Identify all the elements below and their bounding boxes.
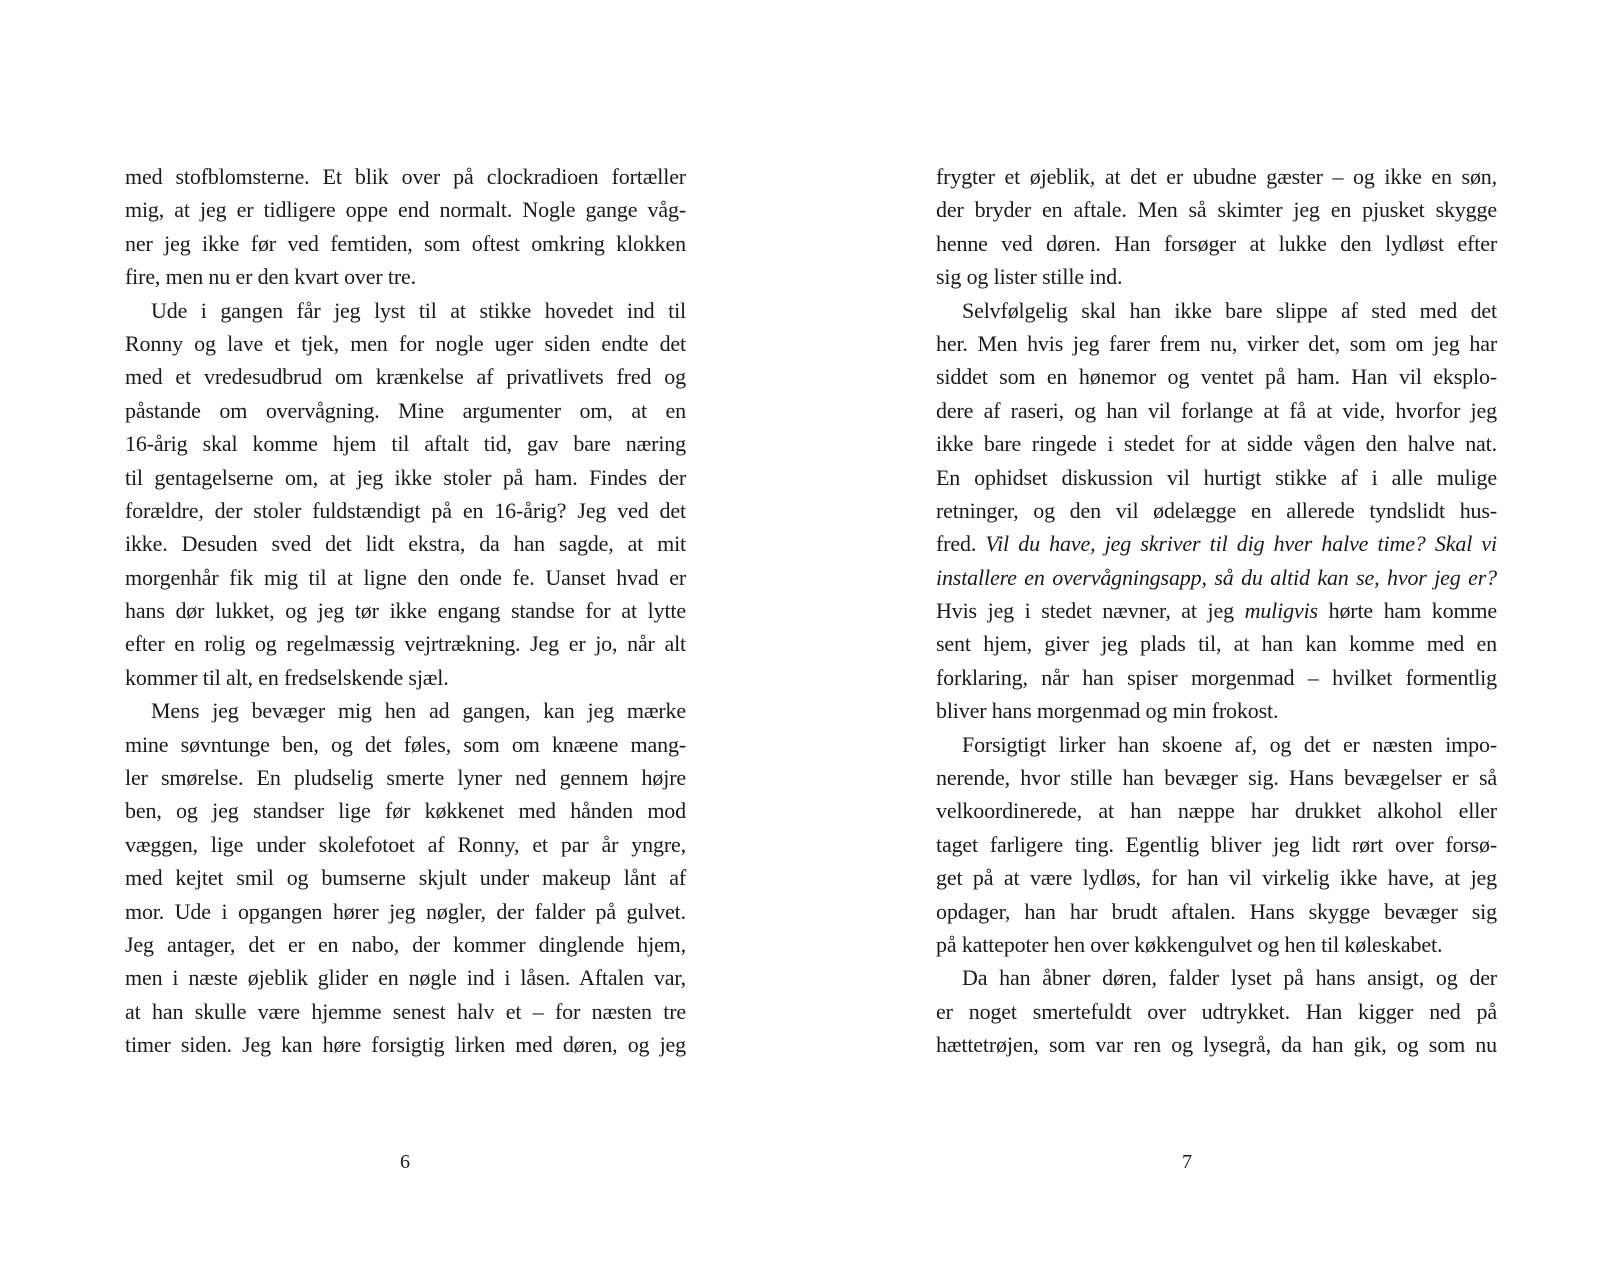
text-line: ikke bare ringede i stedet for at sidde vågen den halve nat.: [936, 431, 1497, 457]
text-line: mine søvntunge ben, og det føles, som om knæene mang-: [125, 731, 686, 757]
text-line: bliver hans morgenmad og min frokost.: [936, 698, 1279, 724]
text-line: taget farligere ting. Egentlig bliver jeg lidt rørt over forsø-: [936, 831, 1497, 857]
text-run: hørte ham komme: [1317, 598, 1497, 624]
italic-text-run: muligvis: [1244, 598, 1318, 624]
text-line: Ude i gangen får jeg lyst til at stikke hovedet ind til: [151, 297, 686, 323]
text-line: væggen, lige under skolefotoet af Ronny, et par år yngre,: [125, 831, 686, 857]
text-line: der bryder en aftale. Men så skimter jeg en pjusket skygge: [936, 197, 1497, 223]
text-line: mor. Ude i opgangen hører jeg nøgler, der falder på gulvet.: [125, 898, 686, 924]
text-line: hættetrøjen, som var ren og lysegrå, da han gik, og som nu: [936, 1032, 1497, 1058]
left-page-text: [125, 160, 686, 1062]
text-line-mixed: [936, 527, 1497, 560]
text-line: med et vredesudbrud om krænkelse af privatlivets fred og: [125, 364, 686, 390]
text-line: get på at være lydløs, for han vil virkelig ikke have, at jeg: [936, 865, 1497, 891]
text-line: Ronny og lave et tjek, men for nogle uger siden endte det: [125, 330, 686, 356]
text-line: sent hjem, giver jeg plads til, at han kan komme med en: [936, 631, 1497, 657]
text-line: Jeg antager, det er en nabo, der kommer dinglende hjem,: [125, 931, 686, 957]
text-line: En ophidset diskussion vil hurtigt stikke af i alle mulige: [936, 464, 1497, 490]
text-line: kommer til alt, en fredselskende sjæl.: [125, 664, 449, 690]
text-line: Forsigtigt lirker han skoene af, og det er næsten impo-: [962, 731, 1497, 757]
text-run: Hvis jeg i stedet nævner, at jeg: [936, 598, 1245, 624]
text-line: ben, og jeg standser lige før køkkenet med hånden mod: [125, 798, 686, 824]
text-line: morgenhår fik mig til at ligne den onde fe. Uanset hvad er: [125, 564, 686, 590]
text-line-mixed: [936, 594, 1497, 627]
text-line-mixed: [936, 561, 1497, 594]
text-line: Selvfølgelig skal han ikke bare slippe af sted med det: [962, 297, 1497, 323]
right-page: [810, 0, 1620, 1276]
text-line: 16-årig skal komme hjem til aftalt tid, gav bare næring: [125, 431, 686, 457]
text-line: nerende, hvor stille han bevæger sig. Hans bevægelser er så: [936, 765, 1497, 791]
text-line: siddet som en hønemor og ventet på ham. Han vil eksplo-: [936, 364, 1497, 390]
text-line: ler smørelse. En pludselig smerte lyner ned gennem højre: [125, 765, 686, 791]
page-number: 7: [1182, 1151, 1192, 1173]
text-line: dere af raseri, og han vil forlange at få at vide, hvorfor jeg: [936, 397, 1497, 423]
text-line: med kejtet smil og bumserne skjult under makeup lånt af: [125, 865, 686, 891]
text-line: men i næste øjeblik glider en nøgle ind i låsen. Aftalen var,: [125, 965, 686, 991]
text-line: henne ved døren. Han forsøger at lukke den lydløst efter: [936, 230, 1497, 256]
text-line: mig, at jeg er tidligere oppe end normalt. Nogle gange våg-: [125, 197, 686, 223]
text-line: på kattepoter hen over køkkengulvet og hen til køleskabet.: [936, 931, 1443, 957]
text-line: timer siden. Jeg kan høre forsigtig lirken med døren, og jeg: [125, 1032, 686, 1058]
text-line: påstande om overvågning. Mine argumenter om, at en: [125, 397, 686, 423]
text-line: forklaring, når han spiser morgenmad – hvilket formentlig: [936, 664, 1497, 690]
italic-text-run: Vil du have, jeg skriver til dig hver halve time? Skal vi: [985, 531, 1497, 557]
page-number: 6: [400, 1151, 410, 1173]
text-line: opdager, han har brudt aftalen. Hans skygge bevæger sig: [936, 898, 1497, 924]
text-line: med stofblomsterne. Et blik over på clockradioen fortæller: [125, 164, 686, 189]
text-line: at han skulle være hjemme senest halv et – for næsten tre: [125, 998, 686, 1024]
text-line: til gentagelserne om, at jeg ikke stoler på ham. Findes der: [125, 464, 686, 490]
text-line: sig og lister stille ind.: [936, 264, 1123, 290]
text-line: velkoordinerede, at han næppe har drukket alkohol eller: [936, 798, 1497, 824]
text-line: ner jeg ikke før ved femtiden, som oftest omkring klokken: [125, 230, 686, 256]
text-line: efter en rolig og regelmæssig vejrtrækning. Jeg er jo, når alt: [125, 631, 686, 657]
text-line: forældre, der stoler fuldstændigt på en 16-årig? Jeg ved det: [125, 497, 686, 523]
text-line: Da han åbner døren, falder lyset på hans ansigt, og der: [962, 965, 1497, 991]
text-line: hans dør lukket, og jeg tør ikke engang standse for at lytte: [125, 598, 686, 624]
text-line: er noget smertefuldt over udtrykket. Han kigger ned på: [936, 998, 1497, 1024]
right-page-text: [936, 160, 1497, 1062]
text-line: frygter et øjeblik, at det er ubudne gæster – og ikke en søn,: [936, 164, 1497, 189]
text-line: retninger, og den vil ødelægge en allerede tyndslidt hus-: [936, 497, 1497, 523]
text-line: Mens jeg bevæger mig hen ad gangen, kan jeg mærke: [151, 698, 686, 724]
text-line: ikke. Desuden sved det lidt ekstra, da han sagde, at mit: [125, 531, 686, 557]
text-line: her. Men hvis jeg farer frem nu, virker det, som om jeg har: [936, 330, 1497, 356]
text-run: fred.: [936, 531, 986, 557]
italic-text-run: installere en overvågningsapp, så du altid kan se, hvor jeg er?: [936, 564, 1497, 590]
text-line: fire, men nu er den kvart over tre.: [125, 264, 417, 290]
